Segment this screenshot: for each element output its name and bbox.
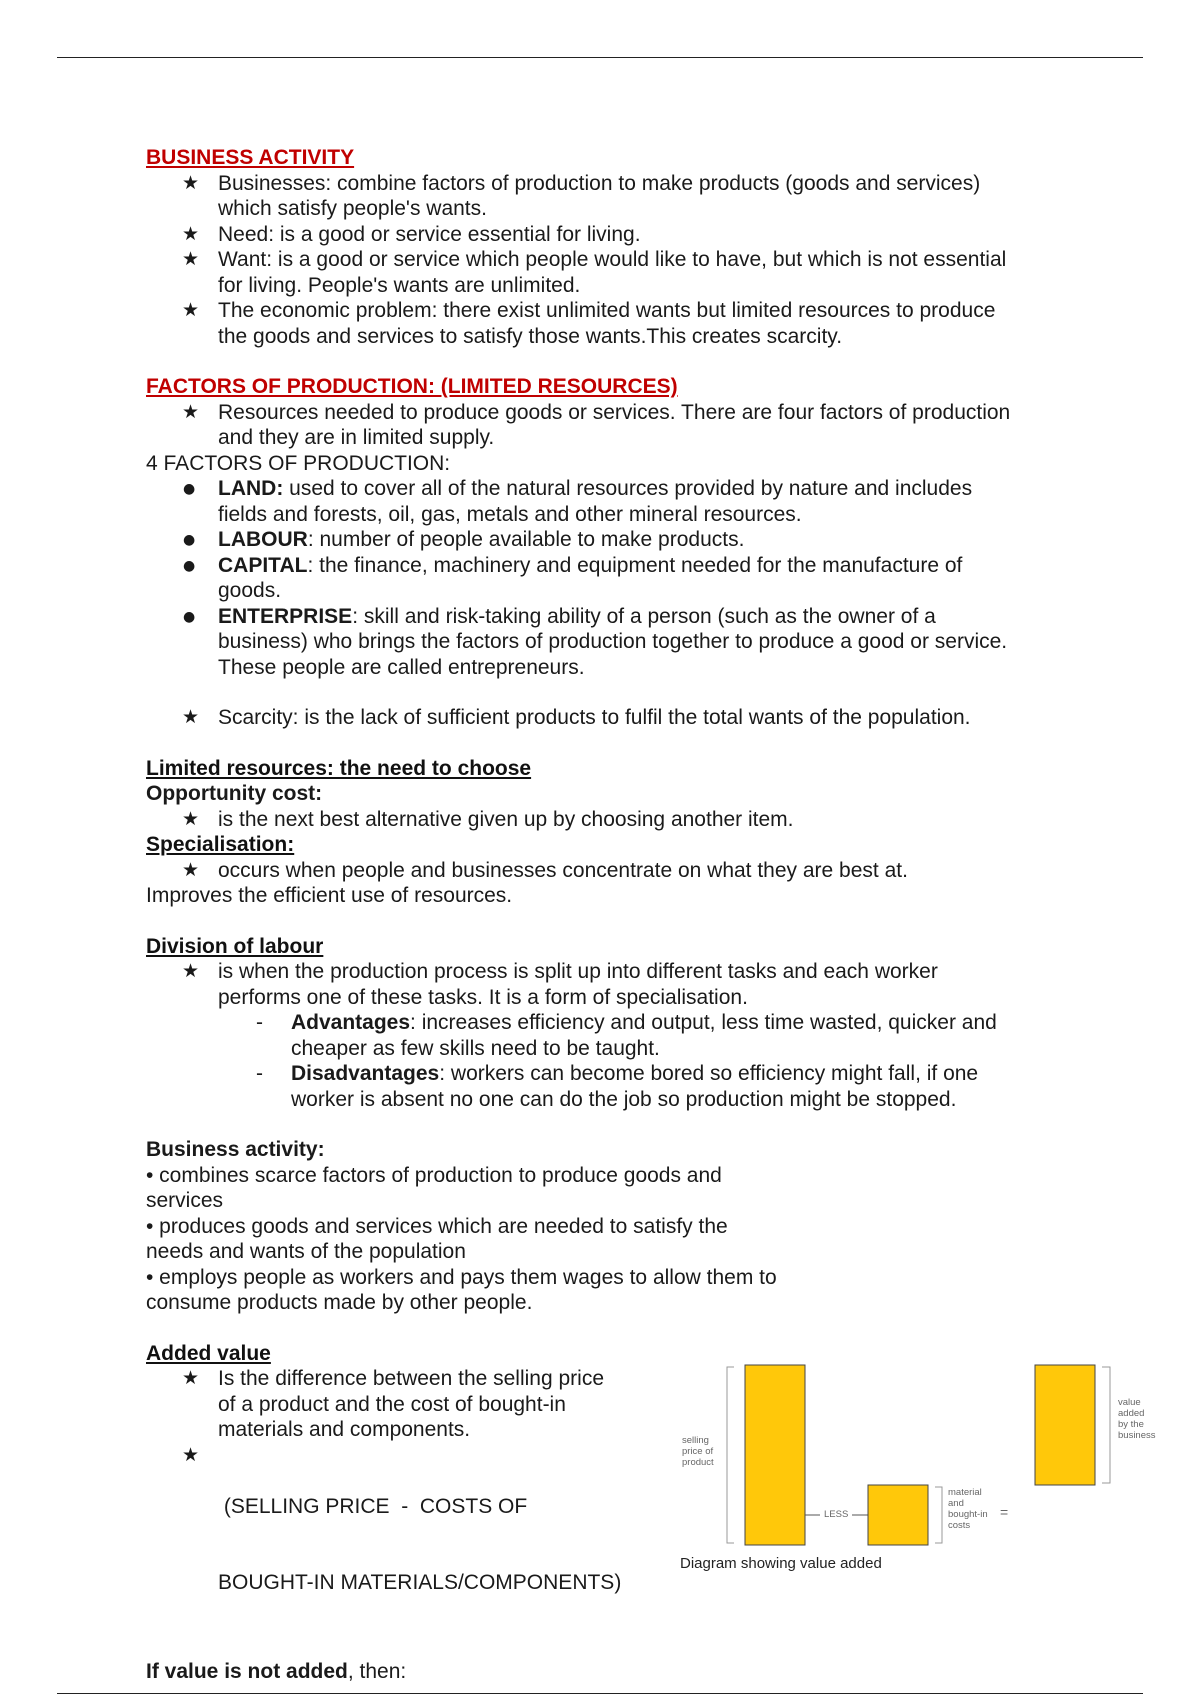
division-sublist [146,1010,1076,1112]
advantages-item: - Advantages: increases efficiency and output, less time wasted, quicker and cheaper as few skills need to be taught. [146,1010,1076,1061]
summary-line: needs and wants of the population [146,1240,466,1263]
materials-bracket [935,1487,942,1543]
opportunity-cost-heading: Opportunity cost: [146,782,323,805]
list-item: ★ Resources needed to produce goods or services. There are four factors of production and they are in limited supply. [146,400,1076,451]
specialisation-heading: Specialisation: [146,833,295,856]
factor-enterprise: ● ENTERPRISE: skill and risk-taking ability of a person (such as the owner of a business) who brings the factors of production together to produce a good or service. These people are called entrepreneurs. [146,604,1076,681]
selling-price-bar [745,1365,805,1545]
summary-line: • employs people as workers and pays them wages to allow them to [146,1265,777,1289]
diagram-graphic [670,1355,1170,1555]
division-heading: Division of labour [146,934,324,958]
less-label: LESS [824,1509,849,1520]
factor-labour: ● LABOUR: number of people available to make products. [146,527,1076,553]
factor-capital: ● CAPITAL: the finance, machinery and equipment needed for the manufacture of goods. [146,553,1076,604]
specialisation-list [146,858,1076,884]
scarcity-list [146,705,1076,731]
opportunity-list [146,807,1076,833]
list-item: ★ (SELLING PRICE - COSTS OF BOUGHT-IN MATERIALS/COMPONENTS) [146,1443,666,1647]
value-added-bar [1035,1365,1095,1485]
list-item: ★ Is the difference between the selling price of a product and the cost of bought-in materials and components. [146,1366,666,1443]
factor-land: ● LAND: used to cover all of the natural resources provided by nature and includes fields and forests, oil, gas, metals and other mineral resources. [146,476,1076,527]
selling-price-bracket [727,1367,734,1543]
list-item: ★ Scarcity: is the lack of sufficient products to fulfil the total wants of the population. [146,705,1076,731]
top-rule [57,57,1143,58]
specialisation-note: Improves the efficient use of resources. [146,884,513,907]
summary-line: • combines scarce factors of production to produce goods and [146,1163,722,1187]
added-value-section [146,1341,666,1685]
material-costs-label: material and bought-in costs [948,1487,988,1531]
division-list [146,959,1076,1010]
value-added-bracket [1102,1367,1110,1483]
disadvantages-item: - Disadvantages: workers can become bored so efficiency might fall, if one worker is absent no one can do the job so production might be stopped. [146,1061,1076,1112]
list-item: ★ Want: is a good or service which people would like to have, but which is not essential for living. People's wants are unlimited. [146,247,1076,298]
factors-intro-list [146,400,1076,451]
factors-heading: FACTORS OF PRODUCTION: (LIMITED RESOURCES) [146,375,678,398]
materials-bar [868,1485,928,1545]
added-value-heading: Added value [146,1341,271,1365]
summary-line: consume products made by other people. [146,1291,533,1314]
business-activity-heading: BUSINESS ACTIVITY [146,146,355,169]
value-added-diagram [670,1355,1170,1575]
limited-resources-heading: Limited resources: the need to choose [146,756,532,780]
added-value-list [146,1366,666,1647]
list-item: ★ is the next best alternative given up by choosing another item. [146,807,1076,833]
list-item: ★ Businesses: combine factors of production to make products (goods and services) which satisfy people's wants. [146,171,1076,222]
list-item: ★ is when the production process is split up into different tasks and each worker performs one of these tasks. It is a form of specialisation. [146,959,1076,1010]
factors-list [146,476,1076,680]
bottom-rule [57,1693,1143,1694]
business-summary-heading: Business activity: [146,1138,325,1161]
summary-line: services [146,1189,224,1212]
not-added-bold: If value is not added [146,1659,348,1683]
diagram-caption: Diagram showing value added [680,1555,882,1572]
summary-line: • produces goods and services which are needed to satisfy the [146,1214,728,1238]
equals-label: = [1000,1504,1009,1520]
value-added-label: value added by the business [1118,1397,1156,1441]
list-item: ★ The economic problem: there exist unlimited wants but limited resources to produce the goods and services to satisfy those wants.This creates scarcity. [146,298,1076,349]
business-activity-list [146,171,1076,350]
selling-price-label: selling price of product [682,1435,714,1468]
list-item: ★ Need: is a good or service essential for living. [146,222,1076,248]
not-added-rest: , then: [347,1659,407,1683]
list-item: ★ occurs when people and businesses concentrate on what they are best at. [146,858,1076,884]
factors-subheading: 4 FACTORS OF PRODUCTION: [146,451,451,475]
